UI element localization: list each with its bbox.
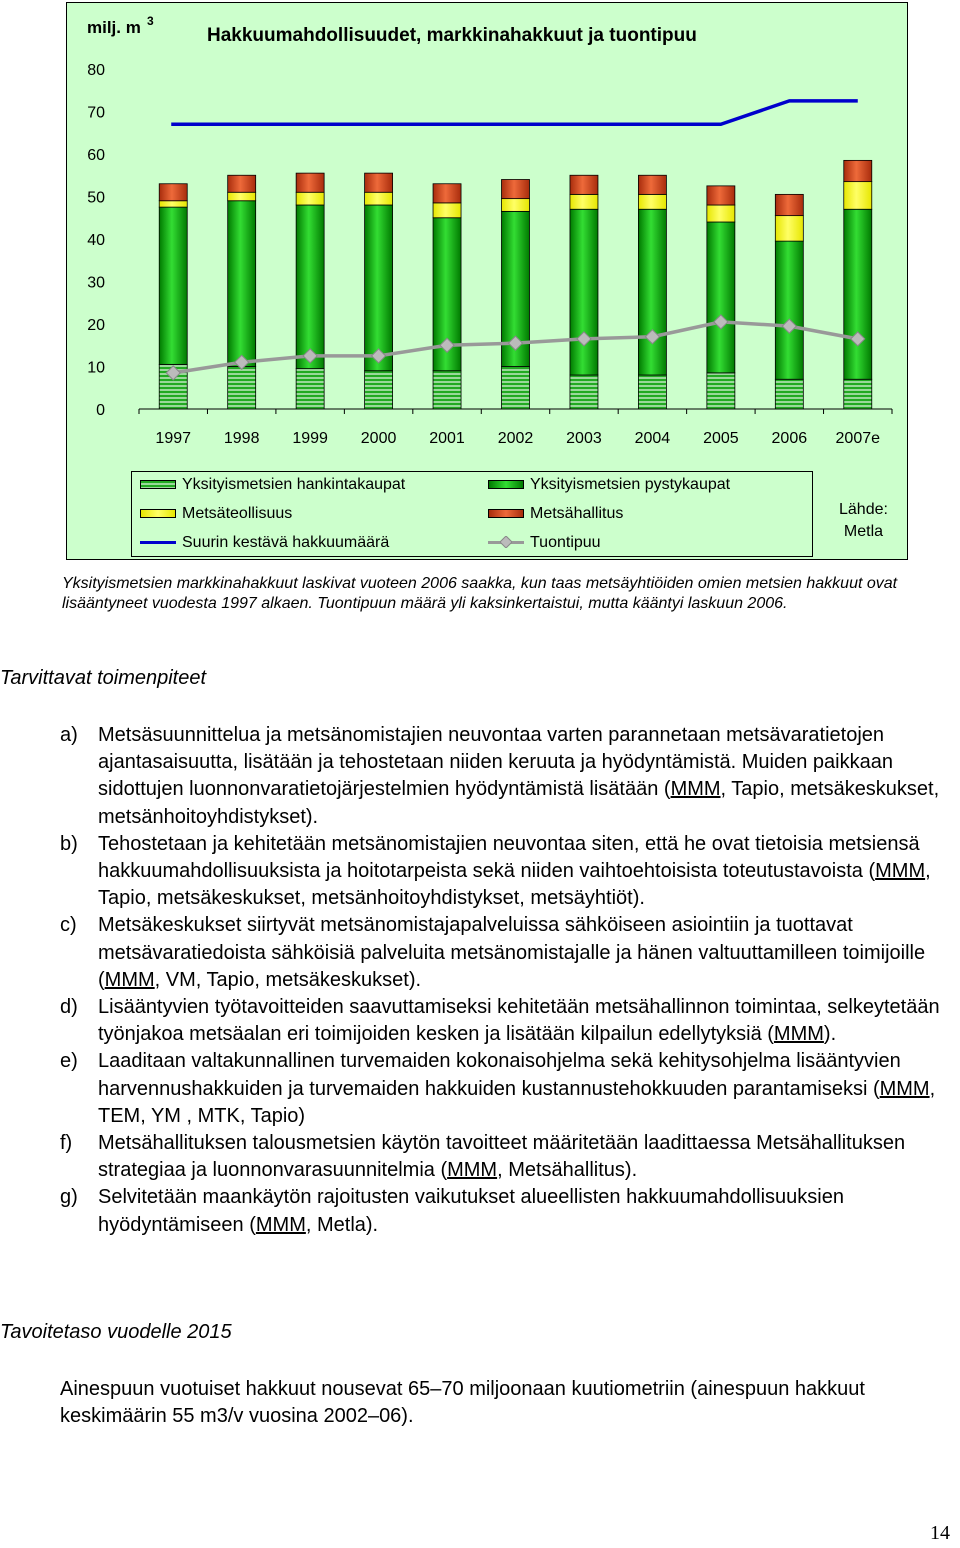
bar-segment-hankintakaupat (365, 371, 393, 409)
x-tick-label: 1999 (292, 430, 328, 447)
measure-text (98, 914, 925, 990)
bar-segment-hankintakaupat (707, 373, 735, 409)
measure-marker: e) (60, 1050, 78, 1073)
legend-label: Metsäteollisuus (182, 505, 293, 522)
y-tick-label: 50 (87, 189, 105, 207)
bar-segment-hankintakaupat (570, 375, 598, 409)
line-suurin-kestava (171, 101, 858, 124)
x-tick-label: 2003 (566, 430, 602, 447)
measure-text-actors: , Tapio, metsäkeskukset, metsänhoitoyhdistykset, metsäyhtiöt). (98, 860, 931, 910)
chart-caption: Yksityismetsien markkinahakkuut laskivat vuoteen 2006 saakka, kun taas metsäyhtiöiden omien metsien hakkuut ovat lisääntyneet vuodesta 1997 alkaen. Tuontipuun määrä yli kaksinkertaistui, mutta kääntyi laskuun 2006. (62, 575, 898, 612)
bar-segment-pystykaupat (775, 241, 803, 379)
measure-ref-link[interactable]: MMM (879, 1077, 930, 1100)
x-tick-label: 2005 (703, 430, 739, 447)
measure-text-actors: , Metla). (305, 1213, 379, 1236)
x-tick-label: 1997 (155, 430, 192, 447)
measure-text-actors: , TEM, YM , MTK, Tapio) (98, 1077, 936, 1127)
bar-segment-hankintakaupat (844, 379, 872, 409)
y-tick-label: 30 (87, 274, 105, 292)
bar-segment-pystykaupat (228, 201, 256, 367)
bar-segment-metsahallitus (638, 175, 666, 194)
measure-text (98, 1132, 905, 1181)
y-tick-label: 40 (87, 232, 105, 249)
measure-text (98, 996, 940, 1045)
source-name: Metla (843, 523, 884, 540)
bar-segment-pystykaupat (570, 209, 598, 375)
bar-segment-hankintakaupat (638, 375, 666, 409)
x-tick-label: 2001 (429, 430, 465, 447)
legend-swatch-striped (140, 480, 176, 489)
legend-label: Suurin kestävä hakkuumäärä (182, 534, 390, 551)
bar-segment-metsateollisuus (502, 199, 530, 212)
bar-segment-pystykaupat (296, 205, 324, 369)
bar-segment-hankintakaupat (433, 371, 461, 409)
legend-label: Yksityismetsien hankintakaupat (182, 476, 406, 493)
measure-text-main: Metsäsuunnittelua ja metsänomistajien neuvontaa varten parannetaan metsävaratietojen ajantasaisuutta, lisätään ja tehostetaan niiden keruuta ja hyödyntämistä. Muiden paikkaan sidottujen luonnonvaratietojärjestelmien hyödyntämistä lisätään ( (98, 724, 893, 801)
bar-segment-metsateollisuus (433, 203, 461, 218)
measure-marker: f) (60, 1132, 73, 1155)
x-tick-label: 2004 (634, 430, 671, 447)
y-tick-label: 80 (87, 62, 105, 79)
measures-title: Tarvittavat toimenpiteet (0, 667, 207, 689)
bar-segment-metsateollisuus (570, 194, 598, 209)
y-tick-label: 60 (87, 147, 105, 164)
measure-item (60, 1130, 960, 1184)
bar-segment-metsahallitus (296, 173, 324, 192)
chart-svg (67, 3, 909, 467)
bar-segment-metsateollisuus (775, 216, 803, 242)
chart-source (839, 499, 888, 543)
measure-item (60, 831, 960, 913)
measure-ref-link[interactable]: MMM (875, 860, 926, 883)
y-tick-label: 10 (87, 359, 105, 377)
x-tick-label: 1998 (223, 430, 260, 447)
y-tick-label: 20 (87, 317, 105, 334)
bar-segment-pystykaupat (159, 207, 187, 364)
bar-segment-hankintakaupat (502, 367, 530, 410)
measure-item (60, 722, 960, 831)
measure-text (98, 833, 931, 909)
bar-segment-metsahallitus (228, 175, 256, 192)
legend-swatch-green (488, 480, 524, 489)
y-tick-label: 0 (96, 402, 105, 419)
source-label: Lähde: (839, 501, 888, 518)
bar-segment-metsateollisuus (365, 192, 393, 205)
bar-segment-metsateollisuus (159, 201, 187, 207)
y-axis-label-superscript: 3 (147, 14, 154, 28)
chart-title: Hakkuumahdollisuudet, markkinahakkuut ja tuontipuu (207, 25, 697, 46)
chart-layer (87, 14, 892, 447)
bar-segment-pystykaupat (707, 222, 735, 373)
measure-marker: a) (60, 724, 78, 746)
measure-text-main: Selvitetään maankäytön rajoitusten vaikutukset alueellisten hakkuumahdollisuuksien hyödyntämiseen ( (98, 1186, 844, 1236)
legend-diamond-icon (500, 536, 512, 548)
measure-item (60, 912, 960, 994)
chart-legend (131, 471, 813, 557)
measure-text-actors: , Tapio, metsäkeskukset, metsänhoitoyhdistykset). (98, 778, 940, 828)
x-tick-label: 2000 (360, 430, 397, 447)
measure-marker: d) (60, 996, 78, 1019)
measure-item (60, 1184, 960, 1238)
bar-segment-metsahallitus (844, 160, 872, 181)
measures-list (60, 722, 960, 1239)
measure-text-main: Metsähallituksen talousmetsien käytön tavoitteet määritetään laadittaessa Metsähallituksen strategiaa ja luonnonvarasuunnitelmia ( (98, 1132, 906, 1182)
measure-marker: c) (60, 914, 77, 937)
bar-segment-pystykaupat (844, 209, 872, 379)
bar-segment-metsahallitus (707, 186, 735, 205)
x-tick-label: 2002 (497, 430, 534, 447)
measure-text-actors: ). (823, 1023, 837, 1046)
legend-label: Metsähallitus (530, 505, 624, 522)
measure-ref-link[interactable]: MMM (670, 778, 721, 801)
x-tick-label: 2007e (835, 430, 881, 447)
chart-frame (66, 2, 908, 560)
y-tick-label: 70 (87, 104, 105, 122)
bar-segment-metsahallitus (365, 173, 393, 192)
measure-marker: b) (60, 832, 78, 855)
target-title: Tavoitetaso vuodelle 2015 (0, 1321, 232, 1343)
measure-item (60, 994, 960, 1048)
bar-segment-metsahallitus (502, 180, 530, 199)
measure-item (60, 1048, 960, 1130)
measure-ref-link[interactable]: MMM (255, 1213, 306, 1236)
legend-label: Tuontipuu (530, 534, 601, 551)
measure-ref-link[interactable]: MMM (447, 1159, 498, 1182)
bar-segment-hankintakaupat (775, 379, 803, 409)
bar-segment-metsateollisuus (228, 192, 256, 201)
bar-segment-metsateollisuus (707, 205, 735, 222)
measure-marker: g) (60, 1186, 78, 1209)
measure-text (98, 724, 939, 828)
bar-segment-metsahallitus (433, 184, 461, 203)
legend-swatch-red (488, 509, 524, 518)
measure-ref-link[interactable]: MMM (104, 968, 155, 991)
measure-text-main: Metsäkeskukset siirtyvät metsänomistajapalveluissa sähköiseen asiointiin ja tuottavat metsävaratiedoista sähköisiä palveluita metsänomistajalle ja hänen valtuuttamilleen toimijoille ( (98, 914, 926, 991)
bar-segment-metsahallitus (775, 194, 803, 215)
bar-segment-metsahallitus (570, 175, 598, 194)
measure-ref-link[interactable]: MMM (773, 1023, 824, 1046)
measure-text-main: Tehostetaan ja kehitetään metsänomistajien neuvontaa siten, että he ovat tietoisia metsiensä hakkuumahdollisuuksista ja hoitotarpeista sekä niiden vaihtoehtoisista toteutustavoista ( (98, 832, 920, 883)
bar-segment-metsateollisuus (296, 192, 324, 205)
page-number: 14 (930, 1522, 950, 1544)
bar-segment-pystykaupat (365, 205, 393, 371)
legend-line-blue (140, 541, 176, 544)
legend-swatch-yellow (140, 509, 176, 518)
measure-text-actors: , Metsähallitus). (497, 1159, 638, 1182)
bar-segment-metsahallitus (159, 184, 187, 201)
target-text: Ainespuun vuotuiset hakkuut nousevat 65–70 miljoonaan kuutiometriin (ainespuun hakkuut keskimäärin 55 m3/v vuosina 2002–06). (60, 1378, 865, 1427)
measure-text (98, 1050, 935, 1126)
bar-segment-pystykaupat (638, 209, 666, 375)
legend-label: Yksityismetsien pystykaupat (530, 476, 731, 493)
measure-text (98, 1186, 844, 1235)
measure-text-main: Lisääntyvien työtavoitteiden saavuttamiseksi kehitetään metsähallinnon toimintaa, selkeytetään työnjakoa metsäalan eri toimijoiden kesken ja lisätään kilpailun edellytyksiä ( (98, 996, 940, 1046)
bar-segment-metsateollisuus (844, 182, 872, 210)
measure-text-actors: , VM, Tapio, metsäkeskukset). (154, 968, 422, 991)
bar-segment-hankintakaupat (296, 369, 324, 409)
bar-segment-metsateollisuus (638, 194, 666, 209)
bar-segment-hankintakaupat (228, 367, 256, 410)
y-axis-label: milj. m (87, 18, 141, 37)
x-tick-label: 2006 (771, 430, 808, 447)
measure-text-main: Laaditaan valtakunnallinen turvemaiden kokonaisohjelma sekä kehitysohjelma lisääntyvien harvennushakkuiden ja turvemaiden hakkuiden kustannustehokkuuden parantamiseksi ( (98, 1050, 901, 1100)
